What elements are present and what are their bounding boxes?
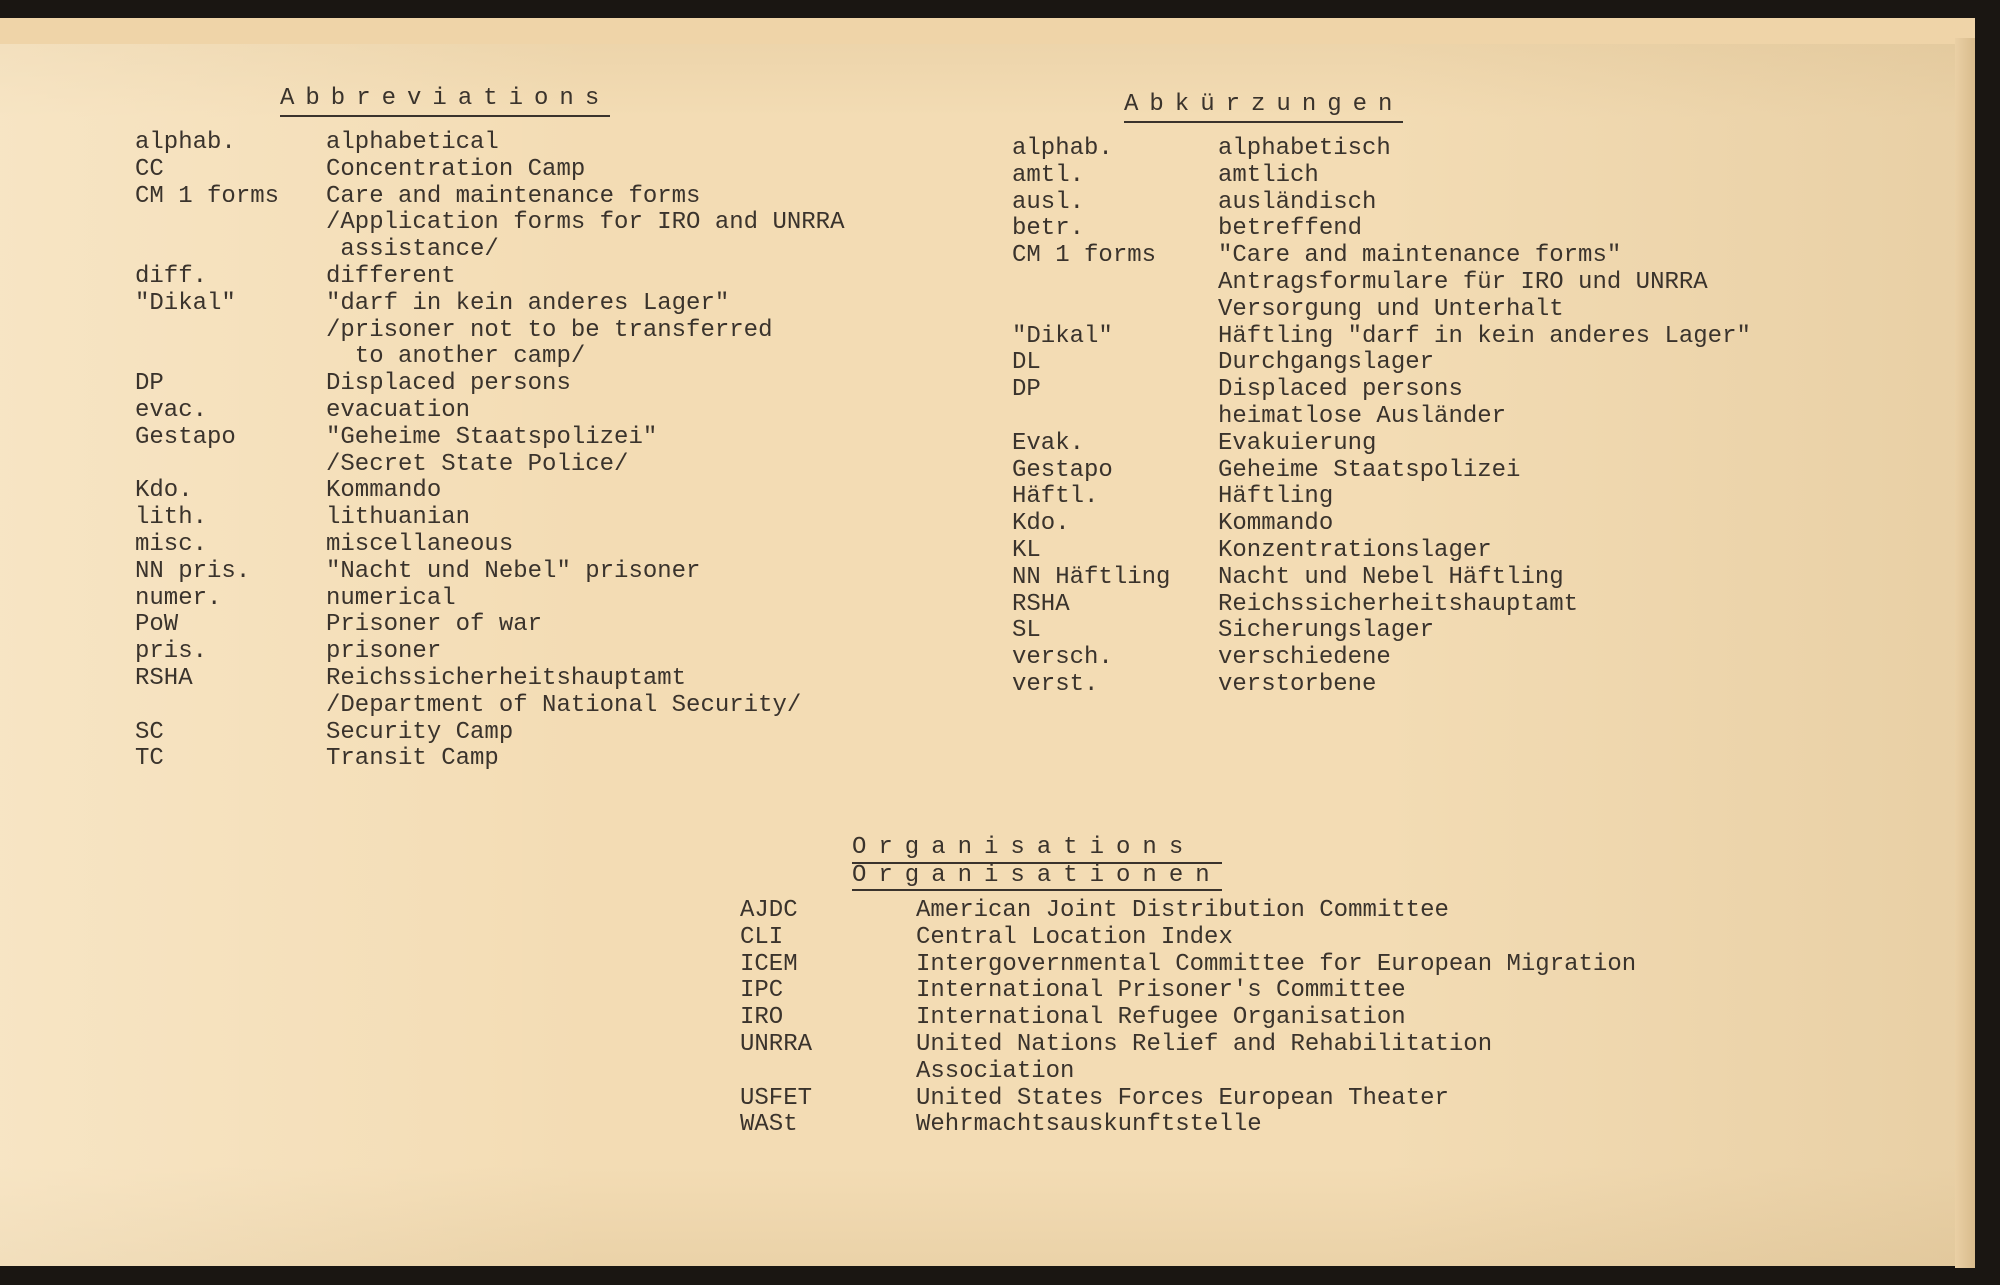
abbreviation-term: SL (1012, 617, 1041, 645)
abbreviation-term: IRO (740, 1004, 784, 1032)
abbreviation-term: RSHA (135, 664, 193, 692)
abbreviation-definition: Displaced persons (326, 370, 571, 398)
list-item (1012, 350, 1751, 377)
abbreviation-term: SC (135, 718, 164, 746)
abbreviation-definition: Kommando (326, 477, 442, 505)
organisations-heading-en: Organisations (852, 836, 1222, 864)
abbreviation-definition: International Prisoner's Committee (916, 977, 1406, 1005)
abbreviation-definition: /Application forms for IRO and UNRRA (326, 209, 845, 237)
abbreviation-term (135, 210, 326, 237)
abbreviation-definition: Evakuierung (1218, 429, 1377, 457)
abbreviation-definition: United Nations Relief and Rehabilitation (916, 1030, 1493, 1058)
abbreviation-definition: alphabetisch (1218, 135, 1391, 162)
abbreviation-definition: different (326, 262, 456, 290)
abbreviation-term: ausl. (1012, 188, 1085, 216)
abbreviation-definition: Displaced persons (1218, 376, 1463, 404)
abbreviation-term: alphab. (1012, 135, 1113, 162)
abbreviation-definition: Häftling (1218, 483, 1334, 511)
abbreviation-definition: Association (916, 1057, 1075, 1085)
abbreviation-term: Kdo. (135, 477, 193, 505)
abbreviation-definition: /Department of National Security/ (326, 691, 802, 719)
list-item (135, 746, 844, 773)
abbreviation-term: CM 1 forms (1012, 242, 1157, 270)
abbreviation-term: AJDC (740, 897, 798, 924)
abbreviation-definition: evacuation (326, 396, 471, 424)
list-item (1012, 592, 1751, 619)
abbreviation-term: DP (1012, 376, 1041, 404)
abbreviation-term: "Dikal" (135, 289, 236, 317)
abbreviation-definition: numerical (326, 584, 456, 612)
list-item (135, 612, 844, 639)
abbreviation-definition: Konzentrationslager (1218, 536, 1492, 564)
abbreviation-definition: American Joint Distribution Committee (916, 897, 1449, 924)
list-item (135, 157, 844, 184)
abbreviation-term: Gestapo (135, 423, 236, 451)
abbreviation-term: Häftl. (1012, 483, 1099, 511)
abbreviation-definition: Central Location Index (916, 923, 1233, 951)
document-page (0, 18, 1975, 1266)
abbreviation-term: diff. (135, 262, 208, 290)
abbreviation-definition: /prisoner not to be transferred (326, 316, 773, 344)
abbreviation-term (135, 318, 326, 345)
abbreviation-term (135, 344, 326, 371)
list-item (1012, 270, 1751, 297)
abbreviation-term: USFET (740, 1084, 813, 1112)
abbreviation-definition: prisoner (326, 638, 442, 666)
list-item (1012, 565, 1751, 592)
abkuerzungen-heading: Abkürzungen (1124, 90, 1403, 123)
abbreviation-definition: Prisoner of war (326, 611, 543, 639)
abbreviation-term (740, 1059, 916, 1086)
abbreviation-definition: ausländisch (1218, 188, 1377, 216)
abbreviation-term (1012, 297, 1218, 324)
abbreviation-definition: verschiedene (1218, 644, 1391, 672)
abbreviation-definition: Care and maintenance forms (326, 182, 701, 210)
list-item (740, 925, 1636, 952)
abbreviation-term (135, 237, 326, 264)
abbreviation-definition: United States Forces European Theater (916, 1084, 1449, 1112)
abbreviation-term: Gestapo (1012, 456, 1113, 484)
abbreviation-term: WASt (740, 1111, 798, 1139)
list-item (135, 318, 844, 345)
list-item (740, 978, 1636, 1005)
abbreviation-term: pris. (135, 638, 208, 666)
list-item (135, 371, 844, 398)
abbreviation-term: DL (1012, 349, 1041, 377)
list-item (1012, 297, 1751, 324)
abbreviation-term (135, 452, 326, 479)
list-item (1012, 431, 1751, 458)
abbreviation-term: numer. (135, 584, 222, 612)
abbreviation-definition: International Refugee Organisation (916, 1004, 1406, 1032)
list-item (1012, 243, 1751, 270)
abbreviation-definition: Intergovernmental Committee for European Migration (916, 950, 1637, 978)
abbreviations-heading: Abbreviations (280, 84, 610, 117)
abbreviation-term: betr. (1012, 215, 1085, 243)
list-item (740, 1032, 1636, 1059)
list-item (1012, 216, 1751, 243)
list-item (1012, 136, 1751, 163)
list-item (740, 1005, 1636, 1032)
abbreviation-definition: Häftling "darf in kein anderes Lager" (1218, 322, 1751, 350)
abbreviation-definition: Transit Camp (326, 745, 499, 773)
list-item (135, 505, 844, 532)
list-item (135, 693, 844, 720)
abbreviation-definition: "Care and maintenance forms" (1218, 242, 1622, 270)
abbreviation-definition: "darf in kein anderes Lager" (326, 289, 730, 317)
abbreviation-term: CLI (740, 923, 784, 951)
abbreviation-definition: Sicherungslager (1218, 617, 1435, 645)
organisations-headings (852, 836, 1222, 891)
abbreviation-term: NN Häftling (1012, 563, 1171, 591)
list-item (135, 344, 844, 371)
list-item (135, 425, 844, 452)
abbreviation-term: amtl. (1012, 161, 1085, 189)
list-item (740, 952, 1636, 979)
list-item (135, 398, 844, 425)
list-item (135, 586, 844, 613)
list-item (1012, 163, 1751, 190)
abbreviation-term: Kdo. (1012, 510, 1070, 538)
organisations-list (740, 898, 1636, 1139)
abbreviation-term: verst. (1012, 670, 1099, 698)
abbreviation-definition: amtlich (1218, 161, 1319, 189)
list-item (1012, 324, 1751, 351)
abbreviation-term: ICEM (740, 950, 798, 978)
list-item (135, 452, 844, 479)
abbreviation-definition: Antragsformulare für IRO und UNRRA (1218, 268, 1708, 296)
abbreviation-definition: Reichssicherheitshauptamt (326, 664, 687, 692)
abbreviation-term: evac. (135, 396, 208, 424)
list-item (135, 184, 844, 211)
list-item (135, 720, 844, 747)
abbreviation-definition: alphabetical (326, 129, 499, 156)
abbreviation-definition: to another camp/ (326, 343, 586, 371)
abbreviation-term: KL (1012, 536, 1041, 564)
abbreviation-term: Evak. (1012, 429, 1085, 457)
list-item (135, 237, 844, 264)
abbreviation-term: UNRRA (740, 1030, 813, 1058)
abbreviations-list (135, 130, 844, 773)
abbreviation-definition: assistance/ (326, 236, 499, 264)
list-item (1012, 484, 1751, 511)
abbreviation-term: CC (135, 155, 164, 183)
abbreviation-term: misc. (135, 530, 208, 558)
abbreviation-definition: heimatlose Ausländer (1218, 402, 1507, 430)
list-item (135, 210, 844, 237)
abbreviation-definition: "Nacht und Nebel" prisoner (326, 557, 701, 585)
abbreviation-term: RSHA (1012, 590, 1070, 618)
abbreviation-definition: Versorgung und Unterhalt (1218, 295, 1564, 323)
list-item (135, 666, 844, 693)
list-item (1012, 190, 1751, 217)
list-item (135, 559, 844, 586)
abbreviation-term: alphab. (135, 129, 236, 156)
abbreviation-definition: Geheime Staatspolizei (1218, 456, 1521, 484)
list-item (740, 1059, 1636, 1086)
abbreviation-term: lith. (135, 504, 208, 532)
list-item (740, 1112, 1636, 1139)
abbreviation-definition: /Secret State Police/ (326, 450, 629, 478)
list-item (1012, 672, 1751, 699)
list-item (135, 639, 844, 666)
abbreviation-term: NN pris. (135, 557, 251, 585)
list-item (740, 898, 1636, 925)
abbreviation-definition: Nacht und Nebel Häftling (1218, 563, 1564, 591)
abbreviation-term (1012, 270, 1218, 297)
list-item (1012, 645, 1751, 672)
organisations-heading-de: Organisationen (852, 862, 1222, 889)
abbreviation-definition: miscellaneous (326, 530, 514, 558)
abkuerzungen-list (1012, 136, 1751, 699)
list-item (1012, 511, 1751, 538)
abbreviation-definition: Security Camp (326, 718, 514, 746)
list-item (1012, 404, 1751, 431)
list-item (135, 291, 844, 318)
abbreviation-term: "Dikal" (1012, 322, 1113, 350)
page-right-edge (1955, 38, 1975, 1268)
list-item (740, 1086, 1636, 1113)
abbreviation-definition: Wehrmachtsauskunftstelle (916, 1111, 1262, 1139)
list-item (135, 532, 844, 559)
abbreviation-definition: "Geheime Staatspolizei" (326, 423, 658, 451)
list-item (1012, 618, 1751, 645)
abbreviation-definition: verstorbene (1218, 670, 1377, 698)
abbreviation-definition: Durchgangslager (1218, 349, 1435, 377)
abbreviation-definition: lithuanian (326, 504, 471, 532)
abbreviation-definition: Concentration Camp (326, 155, 586, 183)
abbreviation-definition: Reichssicherheitshauptamt (1218, 590, 1579, 618)
list-item (1012, 377, 1751, 404)
abbreviation-term (135, 693, 326, 720)
list-item (135, 264, 844, 291)
abbreviation-definition: Kommando (1218, 510, 1334, 538)
page-top-edge (0, 18, 1975, 44)
abbreviation-term: DP (135, 370, 164, 398)
abbreviation-term: PoW (135, 611, 179, 639)
list-item (1012, 458, 1751, 485)
list-item (1012, 538, 1751, 565)
abbreviation-term (1012, 404, 1218, 431)
list-item (135, 130, 844, 157)
abbreviation-term: versch. (1012, 644, 1113, 672)
abbreviation-term: TC (135, 745, 164, 773)
abbreviation-definition: betreffend (1218, 215, 1363, 243)
list-item (135, 478, 844, 505)
abbreviation-term: IPC (740, 977, 784, 1005)
abbreviation-term: CM 1 forms (135, 182, 280, 210)
